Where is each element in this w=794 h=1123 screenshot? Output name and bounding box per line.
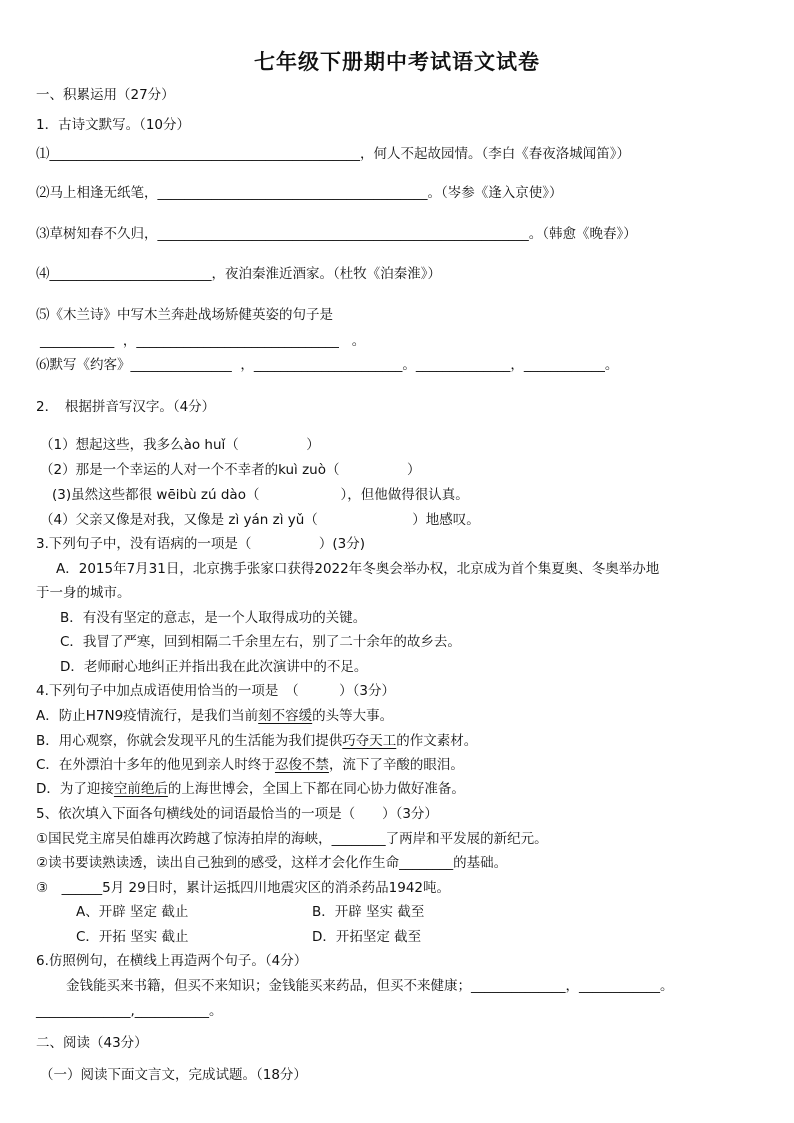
item-number: ⑶ xyxy=(36,226,50,242)
answer-blank: ___ xyxy=(382,357,403,373)
line-end: 。 xyxy=(351,333,366,349)
q4-option-d xyxy=(36,780,465,798)
q6-answer-line: ______________,___________。 xyxy=(36,1003,223,1019)
q1-line-6 xyxy=(36,356,618,374)
section2-heading: 二、阅读（43分） xyxy=(36,1035,148,1051)
q2-item-1: （1）想起这些，我多么ào huǐ（ ） xyxy=(40,437,320,453)
q2-item-2: （2）那是一个幸运的人对一个不幸者的kuì zuò（ ） xyxy=(40,462,421,478)
answer-blank: ______________________________________________ xyxy=(49,146,360,162)
dotted-idiom: 空前绝后 xyxy=(113,781,168,797)
q1-line-2 xyxy=(36,184,563,202)
q5-sentence-3: ③ ______5月 29日时，累计运抵四川地震灾区的消杀药品1942吨。 xyxy=(36,880,451,896)
line-end: 。 xyxy=(604,357,619,373)
q3-option-a-cont: 于一身的城市。 xyxy=(36,585,131,601)
option-text: D．为了迎接 xyxy=(36,781,114,797)
answer-blank: ________________________________________ xyxy=(157,185,428,201)
q6-heading: 6.仿照例句，在横线上再造两个句子。（4分） xyxy=(36,953,308,969)
q4-option-b xyxy=(36,732,477,750)
separator: ， xyxy=(240,357,254,373)
item-number: ⑸ xyxy=(36,307,50,323)
section2-sub-heading: （一）阅读下面文言文，完成试题。（18分） xyxy=(40,1067,307,1083)
example-text: 金钱能买来书籍，但买不来知识；金钱能买来药品，但买不来健康； xyxy=(66,978,471,994)
q1-line-5-blanks xyxy=(40,332,365,350)
q4-option-c xyxy=(36,756,464,774)
answer-blank: ____________ xyxy=(523,357,605,373)
answer-blank: ___________________ xyxy=(253,357,383,373)
option-text: B．用心观察，你就会发现平凡的生活能为我们提供 xyxy=(36,733,343,749)
line-text: 默写《约客》 xyxy=(49,357,131,373)
answer-blank: ____________ xyxy=(579,978,660,994)
option-text: A．防止H7N9疫情流行，是我们当前 xyxy=(36,708,259,724)
line-text: 马上相逢无纸笔， xyxy=(49,185,158,201)
line-text: 。（韩愈《晚春》） xyxy=(528,226,637,242)
q1-line-3 xyxy=(36,225,637,243)
q1-line-4 xyxy=(36,265,441,283)
dotted-idiom: 巧夺天工 xyxy=(342,733,397,749)
line-text: ，何人不起故园情。（李白《春夜洛城闻笛》） xyxy=(360,146,630,162)
dotted-idiom: 忍俊不禁 xyxy=(274,757,329,773)
option-text: C．在外漂泊十多年的他见到亲人时终于 xyxy=(36,757,275,773)
q5-sentence-2: ②读书要读熟读透，读出自己独到的感受，这样才会化作生命________的基础。 xyxy=(36,855,508,871)
dotted-idiom: 刻不容缓 xyxy=(258,708,313,724)
q3-option-c: C．我冒了严寒，回到相隔二千余里左右，别了二十余年的故乡去。 xyxy=(60,634,461,650)
answer-blank: ______________ xyxy=(415,357,511,373)
answer-blank: _______________ xyxy=(130,357,232,373)
q2-item-3: (3)虽然这些都很 wēibù zú dào（ ），但他做得很认真。 xyxy=(52,487,469,503)
separator: ， xyxy=(122,333,137,349)
line-text: 《木兰诗》中写木兰奔赴战场矫健英姿的句子是 xyxy=(49,307,333,323)
q5-option-b: B．开辟 坚实 截至 xyxy=(312,904,425,920)
q2-heading: 2． 根据拼音写汉字。（4分） xyxy=(36,399,216,415)
q4-heading: 4.下列句子中加点成语使用恰当的一项是 （ ）（3分） xyxy=(36,683,395,699)
q1-line-5 xyxy=(36,306,333,324)
separator: ， xyxy=(510,357,524,373)
q4-option-a xyxy=(36,707,393,725)
q1-heading: 1．古诗文默写。（10分） xyxy=(36,117,191,133)
line-end: 。 xyxy=(660,978,674,994)
q6-example xyxy=(66,977,674,995)
option-text: 的上海世博会，全国上下都在同心协力做好准备。 xyxy=(167,781,465,797)
q3-option-a: A．2015年7月31日，北京携手张家口获得2022年冬奥会举办权，北京成为首个集夏奥、冬奥举办地 xyxy=(56,561,660,577)
line-text: 。（岑参《逢入京使》） xyxy=(427,185,563,201)
option-text: 的头等大事。 xyxy=(312,708,394,724)
exam-title: 七年级下册期中考试语文试卷 xyxy=(254,49,540,74)
answer-blank: _______________________________________________________ xyxy=(157,226,529,242)
q3-option-d: D．老师耐心地纠正并指出我在此次演讲中的不足。 xyxy=(60,659,368,675)
q3-option-b: B．有没有坚定的意志，是一个人取得成功的关键。 xyxy=(60,610,367,626)
answer-blank: ________________________ xyxy=(49,266,212,282)
item-number: ⑵ xyxy=(36,185,50,201)
answer-blank: ______________ xyxy=(471,978,566,994)
q5-option-c: C．开拓 坚实 截止 xyxy=(76,929,189,945)
section1-heading: 一、积累运用（27分） xyxy=(36,87,175,103)
line-text: 草树知春不久归， xyxy=(49,226,158,242)
q5-sentence-1: ①国民党主席吴伯雄再次跨越了惊涛拍岸的海峡，________了两岸和平发展的新纪元。 xyxy=(36,831,548,847)
item-number: ⑹ xyxy=(36,357,50,373)
line-text: ，夜泊秦淮近酒家。（杜牧《泊秦淮》） xyxy=(211,266,441,282)
answer-blank: ______________________________ xyxy=(136,333,339,349)
item-number: ⑷ xyxy=(36,266,50,282)
item-number: ⑴ xyxy=(36,146,50,162)
q2-item-4: （4）父亲又像是对我，又像是 zì yán zì yǔ（ ）地感叹。 xyxy=(40,512,480,528)
option-text: 的作文素材。 xyxy=(396,733,478,749)
separator: 。 xyxy=(402,357,416,373)
q5-heading: 5、依次填入下面各句横线处的词语最恰当的一项是（ ）（3分） xyxy=(36,806,438,822)
answer-blank: ___________ xyxy=(40,333,115,349)
separator: ， xyxy=(565,978,579,994)
q5-option-d: D．开拓坚定 截至 xyxy=(312,929,422,945)
q5-option-a: A、开辟 坚定 截止 xyxy=(76,904,189,920)
option-text: ，流下了辛酸的眼泪。 xyxy=(328,757,464,773)
q1-line-1 xyxy=(36,145,630,163)
q3-heading: 3.下列句子中，没有语病的一项是（ ）(3分) xyxy=(36,536,366,552)
